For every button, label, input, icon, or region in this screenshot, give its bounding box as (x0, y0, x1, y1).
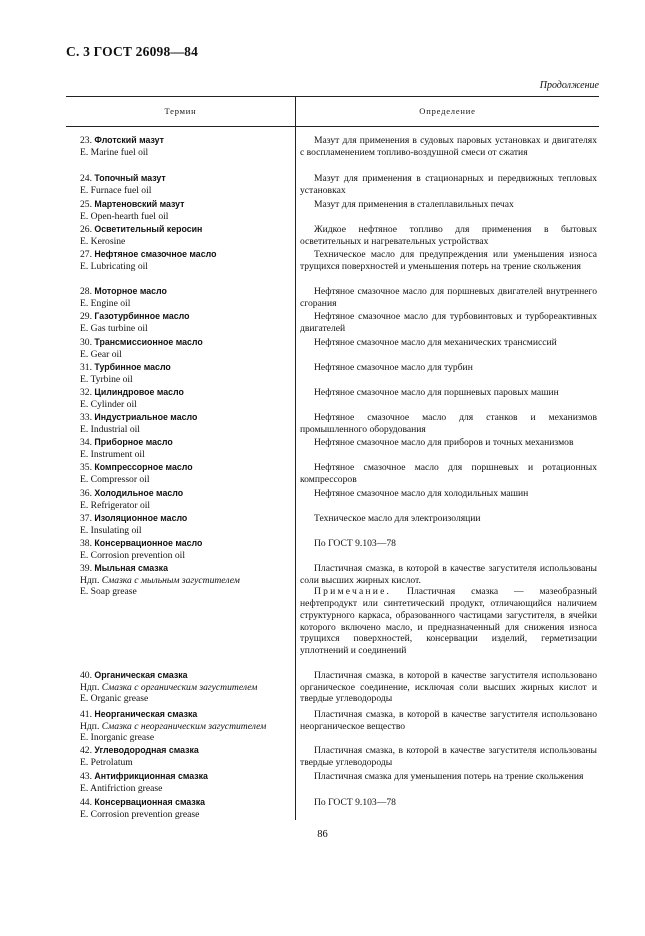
term-english-line: E. Open-hearth fuel oil (80, 210, 169, 222)
term-name-ru: Углеводородная смазка (94, 745, 199, 755)
definition-text: Жидкое нефтяное топливо для применения в бытовых осветительных и нагревательных устройствах (300, 224, 597, 247)
definition-cell (300, 199, 597, 211)
term-name-en: Soap grease (90, 586, 137, 598)
term-number: 26. (80, 224, 92, 235)
definition-text: Пластичная смазка, в которой в качестве загустителя использовано органическое соединение, исключая соли высших жирных кислот и твердые углеводороды (300, 670, 597, 705)
definition-text: Нефтяное смазочное масло для приборов и точных механизмов (314, 437, 574, 448)
definition-text: По ГОСТ 9.103—78 (314, 797, 396, 808)
term-cell (80, 199, 295, 222)
term-name-en: Marine fuel oil (90, 146, 149, 158)
term-title-line (80, 337, 295, 349)
term-name-ru: Антифрикционная смазка (94, 771, 208, 781)
definition-cell (300, 337, 597, 349)
definition-text: Мазут для применения в судовых паровых установках и двигателях с воспламенением топливо-воздушной смеси от сжатия (300, 135, 597, 158)
term-name-en: Kerosine (90, 235, 126, 247)
definition-cell (300, 538, 597, 550)
term-number: 24. (80, 173, 92, 184)
term-title-line (80, 462, 295, 474)
term-name-en: Open-hearth fuel oil (90, 210, 169, 222)
term-name-en: Lubricating oil (90, 260, 148, 272)
definition-text: Нефтяное смазочное масло для станков и механизмов промышленного оборудования (300, 412, 597, 435)
term-title-line (80, 387, 295, 399)
definition-cell (300, 437, 597, 449)
page-header-title: С. 3 ГОСТ 26098—84 (66, 44, 199, 59)
term-name-en: Gear oil (90, 348, 122, 360)
term-number: 42. (80, 745, 92, 756)
term-name-en: Tyrbine oil (90, 373, 133, 385)
term-name-en: Instrument oil (90, 448, 145, 460)
definition-cell (300, 173, 597, 196)
term-title-line (80, 488, 295, 500)
definition-text: Пластичная смазка для уменьшения потерь на трение скольжения (314, 771, 584, 782)
term-english-line: E. Lubricating oil (80, 260, 148, 272)
definition-text: Пластичная смазка, в которой в качестве загустителя использованы твердые углеводороды (300, 745, 597, 768)
synonym-text: Смазка с неорганическим загустителем (101, 720, 267, 732)
definition-text: Техническое масло для предупреждения или уменьшения износа трущихся поверхностей и уменьшения потерь на трение скольжения (300, 249, 597, 272)
term-title-line (80, 286, 295, 298)
term-english-line: E. Furnace fuel oil (80, 184, 152, 196)
definition-text: Нефтяное смазочное масло для холодильных машин (314, 488, 529, 499)
definition-cell (300, 249, 597, 272)
term-english-line: E. Corrosion prevention grease (80, 808, 200, 820)
term-cell (80, 135, 295, 158)
term-name-ru: Осветительный керосин (94, 224, 203, 234)
synonym-label: Ндп. (80, 681, 100, 693)
synonym-label: Ндп. (80, 720, 100, 732)
definition-text: Мазут для применения в стационарных и передвижных тепловых установках (300, 173, 597, 196)
definition-text: Нефтяное смазочное масло для поршневых паровых машин (314, 387, 559, 398)
term-english-line: E. Soap grease (80, 586, 137, 598)
term-name-en: Engine oil (90, 297, 131, 309)
term-cell (80, 437, 295, 460)
term-number: 32. (80, 387, 92, 398)
term-cell (80, 462, 295, 485)
term-name-ru: Индустриальное масло (94, 412, 198, 422)
term-synonym-line (80, 575, 295, 587)
term-name-en: Insulating oil (90, 524, 142, 536)
term-cell (80, 387, 295, 410)
term-name-ru: Нефтяное смазочное масло (94, 249, 217, 259)
term-number: 41. (80, 709, 92, 720)
term-title-line (80, 563, 295, 575)
term-title-line (80, 670, 295, 682)
term-number: 23. (80, 135, 92, 146)
term-english-line: E. Refrigerator oil (80, 499, 151, 511)
term-name-ru: Изоляционное масло (94, 513, 188, 523)
term-title-line (80, 513, 295, 525)
term-english-line: E. Gear oil (80, 348, 122, 360)
definition-text: Нефтяное смазочное масло для поршневых и ротационных компрессоров (300, 462, 597, 485)
definition-cell (300, 362, 597, 374)
term-name-en: Corrosion prevention grease (90, 808, 200, 820)
term-title-line (80, 709, 295, 721)
term-cell (80, 709, 295, 744)
term-name-ru: Турбинное масло (94, 362, 171, 372)
term-name-ru: Консервационное масло (94, 538, 203, 548)
column-header-term: Термин (164, 106, 197, 116)
term-english-line: E. Petrolatum (80, 756, 133, 768)
term-synonym-line (80, 682, 295, 694)
term-name-en: Antifriction grease (90, 782, 163, 794)
term-number: 25. (80, 199, 92, 210)
term-name-ru: Флотский мазут (94, 135, 164, 145)
term-name-en: Organic grease (90, 693, 149, 705)
term-name-ru: Топочный мазут (94, 173, 166, 183)
definition-cell (300, 135, 597, 158)
table-header-rule (66, 126, 599, 127)
term-name-ru: Консервационная смазка (94, 797, 206, 807)
note-label: Примечание. (314, 586, 392, 598)
term-name-en: Cylinder oil (90, 398, 137, 410)
definition-cell (300, 224, 597, 247)
term-number: 40. (80, 670, 92, 681)
body-column-divider (295, 126, 296, 820)
term-name-ru: Цилиндровое масло (94, 387, 184, 397)
term-title-line (80, 797, 295, 809)
definition-cell (300, 488, 597, 500)
term-english-line: E. Corrosion prevention oil (80, 549, 185, 561)
term-title-line (80, 771, 295, 783)
term-english-line: E. Compressor oil (80, 473, 150, 485)
term-english-line: E. Tyrbine oil (80, 373, 133, 385)
term-title-line (80, 538, 295, 550)
term-title-line (80, 249, 295, 261)
term-title-line (80, 311, 295, 323)
term-number: 37. (80, 513, 92, 524)
definition-cell (300, 709, 597, 732)
term-cell (80, 797, 295, 820)
note-text: Пластичная смазка — мазеобразный нефтепродукт или синтетический продукт, отличающийся наличием структурного каркаса, образованного частицами загустителя, в ячейки которого включено масло, и предназначенный для снижения износа трущихся поверхностей, консервации изделий, герметизации уплотнений и соединений (300, 586, 597, 656)
term-cell (80, 362, 295, 385)
term-number: 31. (80, 362, 92, 373)
definition-cell (300, 771, 597, 783)
term-title-line (80, 224, 295, 236)
term-number: 35. (80, 462, 92, 473)
definition-text: Нефтяное смазочное масло для поршневых двигателей внутреннего сгорания (300, 286, 597, 309)
definition-text: Мазут для применения в сталеплавильных печах (314, 199, 514, 210)
term-number: 28. (80, 286, 92, 297)
definition-note (300, 586, 597, 656)
term-name-ru: Компрессорное масло (94, 462, 193, 472)
term-title-line (80, 173, 295, 185)
term-cell (80, 173, 295, 196)
synonym-text: Смазка с органическим загустителем (101, 681, 258, 693)
synonym-text: Смазка с мыльным загустителем (101, 574, 240, 586)
term-title-line (80, 362, 295, 374)
term-name-ru: Моторное масло (94, 286, 167, 296)
term-title-line (80, 135, 295, 147)
definition-cell (300, 797, 597, 809)
definition-text: Пластичная смазка, в которой в качестве загустителя использованы соли высших жирных кислот. (300, 563, 597, 586)
term-english-line: E. Organic grease (80, 693, 149, 705)
term-english-line: E. Inorganic grease (80, 732, 155, 744)
term-name-en: Refrigerator oil (90, 499, 151, 511)
term-name-ru: Мартеновский мазут (94, 199, 185, 209)
term-name-ru: Мыльная смазка (94, 563, 168, 573)
definition-text: Нефтяное смазочное масло для турбин (314, 362, 473, 373)
definition-cell (300, 670, 597, 705)
continuation-label: Продолжение (539, 80, 599, 91)
term-name-en: Petrolatum (90, 756, 133, 768)
definition-text: Нефтяное смазочное масло для турбовинтовых и турбореактивных двигателей (300, 311, 597, 334)
page-number: 86 (317, 829, 328, 840)
term-english-line: E. Industrial oil (80, 423, 140, 435)
table-top-rule (66, 96, 599, 97)
term-number: 34. (80, 437, 92, 448)
definition-text: По ГОСТ 9.103—78 (314, 538, 396, 549)
term-cell (80, 513, 295, 536)
term-name-ru: Трансмиссионное масло (94, 337, 203, 347)
term-cell (80, 249, 295, 272)
term-number: 38. (80, 538, 92, 549)
term-number: 33. (80, 412, 92, 423)
term-number: 27. (80, 249, 92, 260)
term-name-ru: Холодильное масло (94, 488, 184, 498)
term-cell (80, 563, 295, 598)
term-cell (80, 412, 295, 435)
definition-text: Пластичная смазка, в которой в качестве загустителя использовано неорганическое вещество (300, 709, 597, 732)
definition-cell (300, 513, 597, 525)
term-name-en: Corrosion prevention oil (90, 549, 185, 561)
term-title-line (80, 199, 295, 211)
term-name-en: Compressor oil (90, 473, 150, 485)
term-title-line (80, 745, 295, 757)
term-cell (80, 670, 295, 705)
term-name-en: Industrial oil (90, 423, 140, 435)
term-number: 39. (80, 563, 92, 574)
term-number: 30. (80, 337, 92, 348)
term-english-line: E. Engine oil (80, 297, 131, 309)
term-name-ru: Органическая смазка (94, 670, 188, 680)
term-number: 44. (80, 797, 92, 808)
term-english-line: E. Insulating oil (80, 524, 142, 536)
definition-cell (300, 412, 597, 435)
term-cell (80, 337, 295, 360)
definition-cell (300, 387, 597, 399)
term-cell (80, 771, 295, 794)
term-cell (80, 488, 295, 511)
term-number: 29. (80, 311, 92, 322)
term-name-en: Gas turbine oil (90, 322, 148, 334)
term-number: 43. (80, 771, 92, 782)
definition-text: Техническое масло для электроизоляции (314, 513, 481, 524)
term-english-line: E. Cylinder oil (80, 398, 137, 410)
term-name-ru: Приборное масло (94, 437, 173, 447)
term-cell (80, 224, 295, 247)
definition-cell (300, 745, 597, 768)
term-number: 36. (80, 488, 92, 499)
term-english-line: E. Antifriction grease (80, 782, 163, 794)
term-english-line: E. Instrument oil (80, 448, 145, 460)
term-cell (80, 538, 295, 561)
term-cell (80, 745, 295, 768)
term-english-line: E. Kerosine (80, 235, 126, 247)
term-english-line: E. Gas turbine oil (80, 322, 148, 334)
definition-text: Нефтяное смазочное масло для механических трансмиссий (314, 337, 557, 348)
column-header-definition: Определение (419, 106, 476, 116)
term-name-ru: Газотурбинное масло (94, 311, 190, 321)
definition-cell (300, 311, 597, 334)
synonym-label: Ндп. (80, 574, 100, 586)
term-cell (80, 286, 295, 309)
definition-cell (300, 563, 597, 657)
term-name-en: Furnace fuel oil (90, 184, 152, 196)
term-title-line (80, 412, 295, 424)
term-synonym-line (80, 721, 295, 733)
definition-cell (300, 462, 597, 485)
term-cell (80, 311, 295, 334)
definition-cell (300, 286, 597, 309)
term-english-line: E. Marine fuel oil (80, 146, 149, 158)
term-name-ru: Неорганическая смазка (94, 709, 198, 719)
term-title-line (80, 437, 295, 449)
term-name-en: Inorganic grease (90, 732, 155, 744)
